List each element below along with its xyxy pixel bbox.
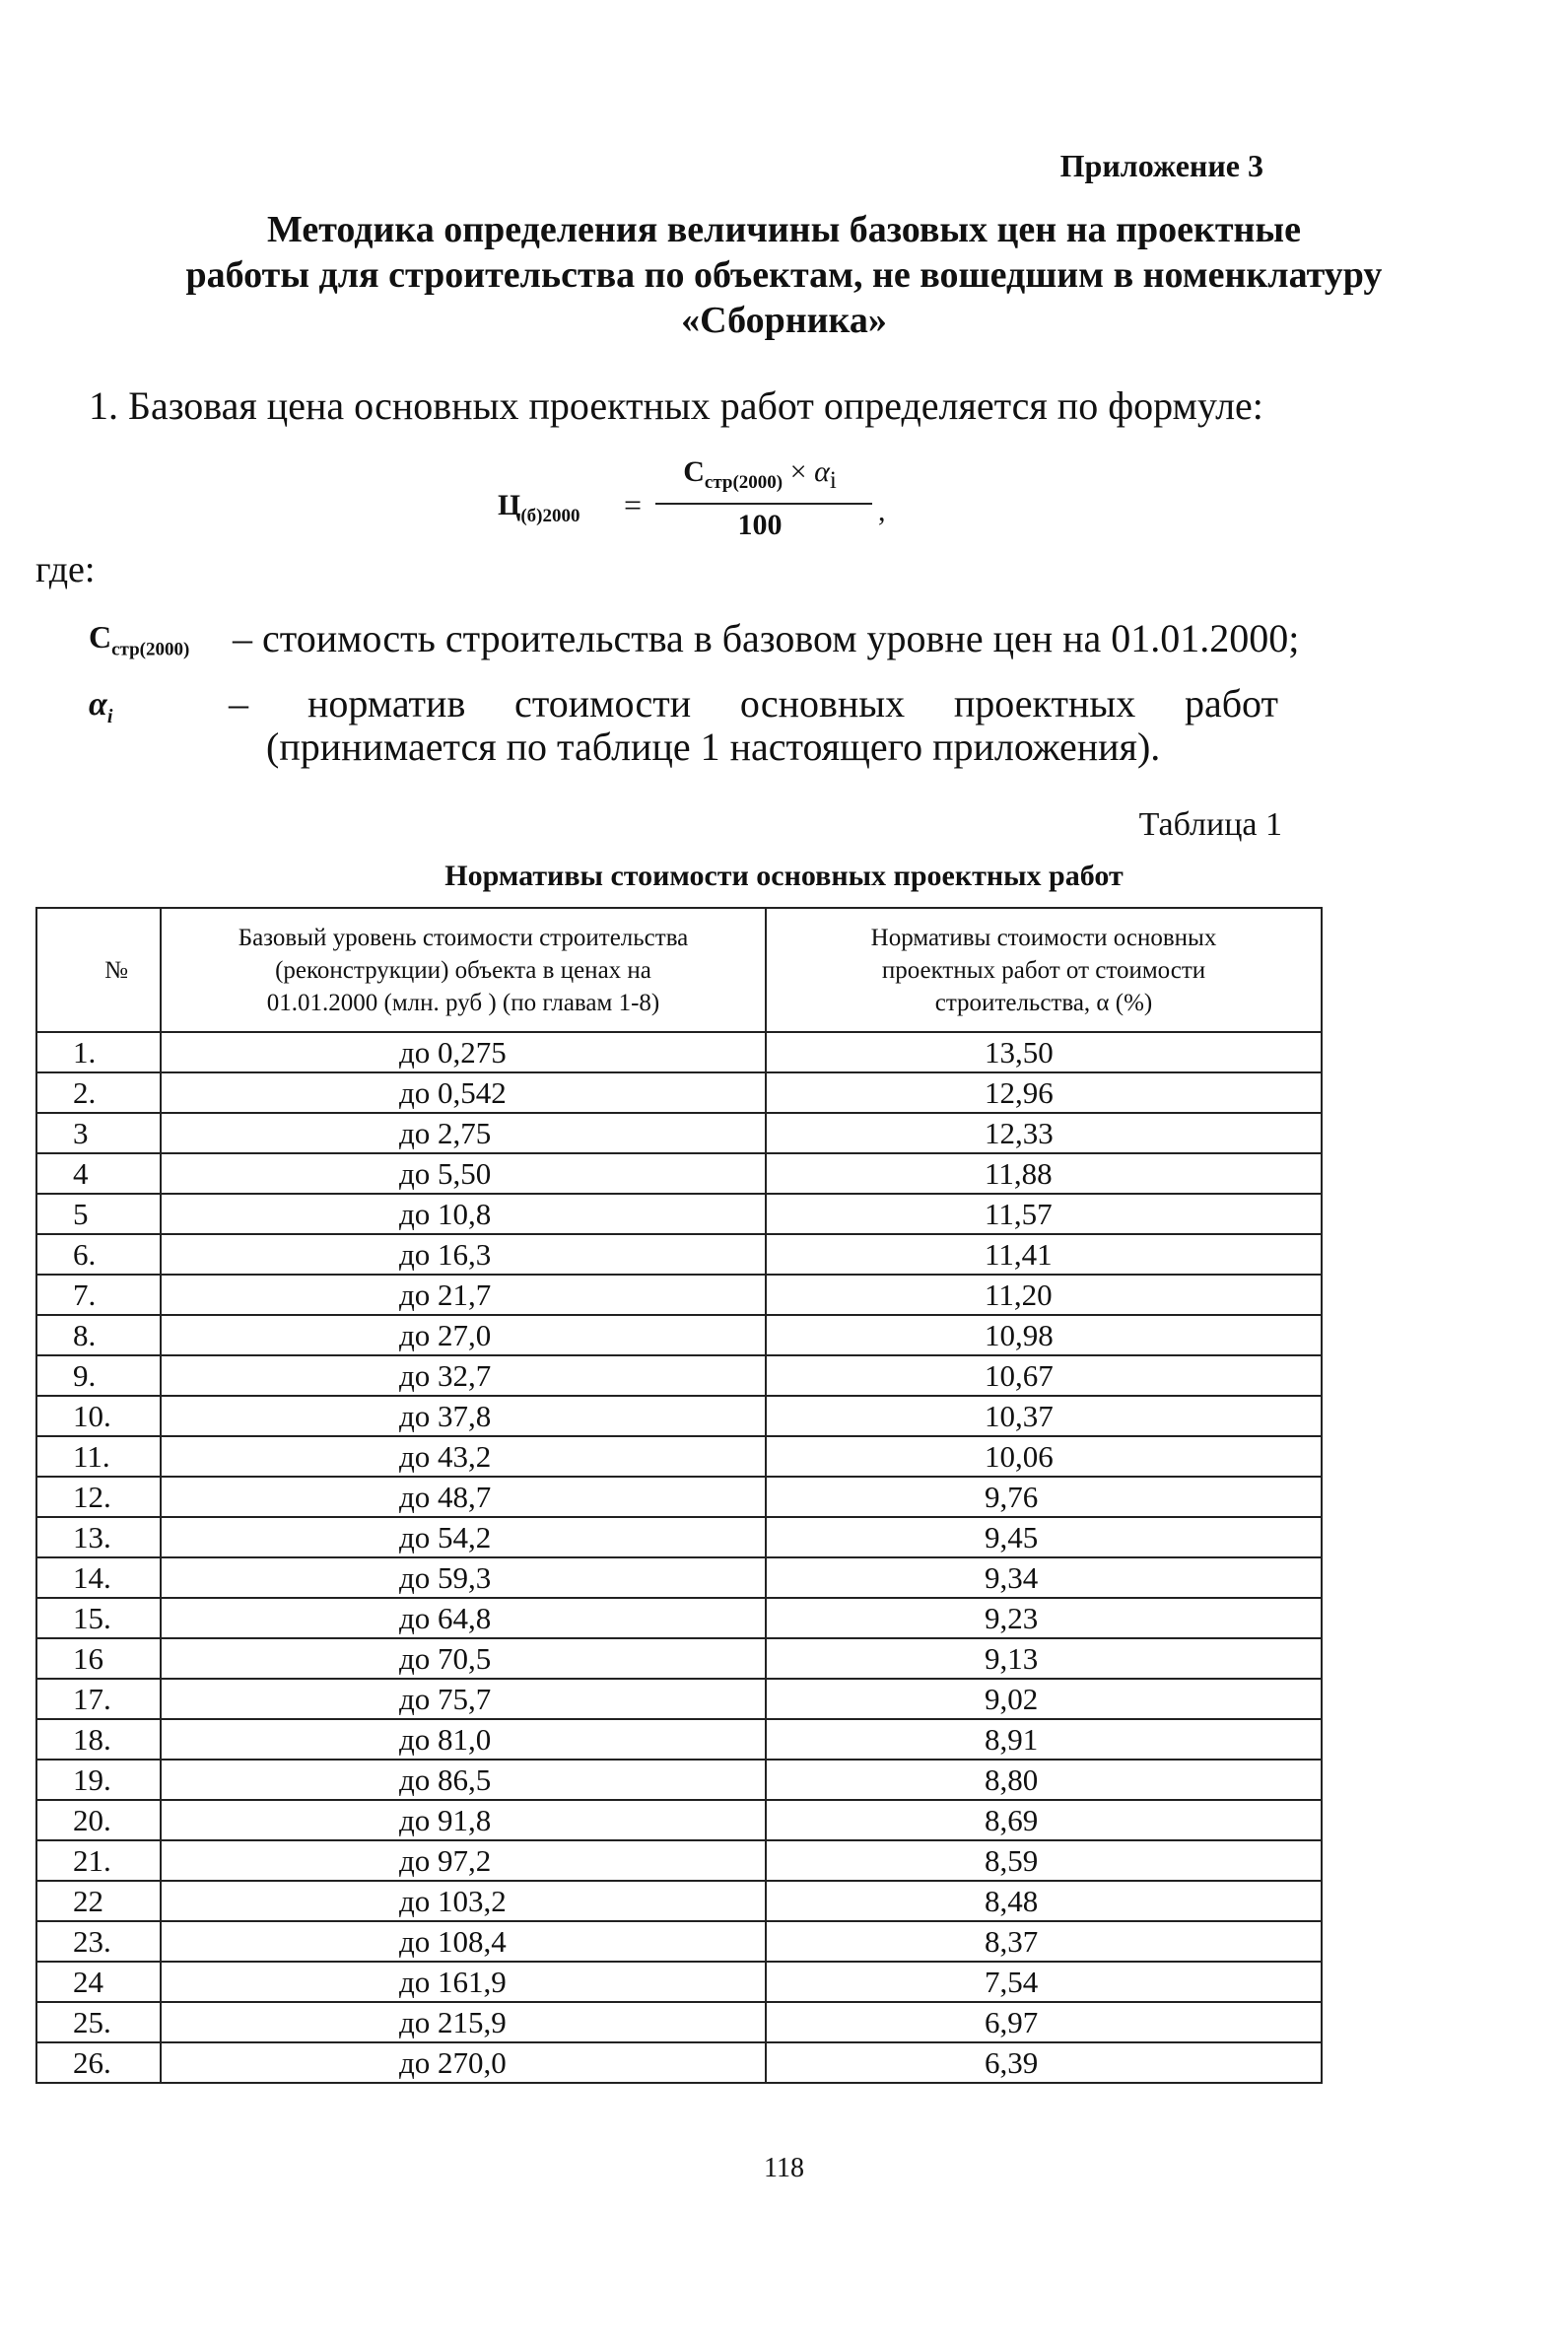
title-line-1: Методика определения величины базовых цен на проектные <box>267 209 1301 250</box>
cell-base-level <box>161 1436 766 1477</box>
cell-base-level-value: до 103,2 <box>399 1884 507 1918</box>
cell-number: 17. <box>36 1679 161 1719</box>
cell-base-level-value: до 91,8 <box>399 1803 492 1837</box>
cell-base-level-value: до 161,9 <box>399 1965 507 1999</box>
cell-number: 1. <box>36 1032 161 1072</box>
cell-norm-value: 6,39 <box>985 2045 1039 2080</box>
definition-symbol-cost: $C_{стр(2000)}$ <box>89 619 190 660</box>
cell-norm <box>766 1436 1322 1477</box>
where-label: где: <box>35 549 96 590</box>
cell-base-level-value: до 81,0 <box>399 1722 492 1757</box>
cell-base-level-value: до 270,0 <box>399 2045 507 2080</box>
cell-base-level <box>161 1840 766 1881</box>
cell-number: 5 <box>36 1194 161 1234</box>
cell-base-level <box>161 1355 766 1396</box>
table-row <box>36 1557 1322 1598</box>
cell-norm-value: 9,23 <box>985 1601 1039 1635</box>
cell-norm-value: 13,50 <box>985 1035 1054 1070</box>
header-base-level-line: 01.01.2000 (млн. руб ) (по главам 1-8) <box>266 989 660 1016</box>
header-base-level <box>161 908 766 1032</box>
cell-number: 3 <box>36 1113 161 1153</box>
table-row <box>36 1153 1322 1194</box>
cell-base-level-value: до 59,3 <box>399 1560 492 1595</box>
cell-number: 21. <box>36 1840 161 1881</box>
cell-norm-value: 11,20 <box>985 1278 1053 1312</box>
table-row <box>36 1275 1322 1315</box>
cell-number: 23. <box>36 1921 161 1962</box>
cell-norm-value: 11,41 <box>985 1237 1053 1272</box>
cell-base-level-value: до 54,2 <box>399 1520 492 1554</box>
cell-number: 9. <box>36 1355 161 1396</box>
norms-table <box>35 907 1323 2084</box>
cell-number: 7. <box>36 1275 161 1315</box>
table-title: Нормативы стоимости основных проектных работ <box>444 860 1124 892</box>
title-line-3: «Сборника» <box>681 300 887 341</box>
cell-norm-value: 12,33 <box>985 1116 1054 1150</box>
cell-number: 12. <box>36 1477 161 1517</box>
cell-norm <box>766 1638 1322 1679</box>
document-title <box>0 207 1568 343</box>
cell-number: 18. <box>36 1719 161 1760</box>
table-row <box>36 1800 1322 1840</box>
cell-number: 13. <box>36 1517 161 1557</box>
cell-base-level <box>161 1557 766 1598</box>
cell-norm-value: 8,69 <box>985 1803 1039 1837</box>
header-norm-line: Нормативы стоимости основных <box>870 924 1217 951</box>
cell-norm <box>766 1072 1322 1113</box>
cell-base-level <box>161 1072 766 1113</box>
cell-base-level-value: до 16,3 <box>399 1237 492 1272</box>
table-row <box>36 2042 1322 2083</box>
cell-norm-value: 8,37 <box>985 1924 1039 1959</box>
cell-base-level-value: до 97,2 <box>399 1843 492 1878</box>
cell-norm-value: 11,57 <box>985 1197 1053 1231</box>
cell-norm-value: 11,88 <box>985 1156 1053 1191</box>
cell-base-level-value: до 32,7 <box>399 1358 492 1393</box>
cell-base-level <box>161 1315 766 1355</box>
cell-norm <box>766 1598 1322 1638</box>
cell-norm-value: 9,76 <box>985 1480 1039 1514</box>
formula-equals: = <box>624 487 643 522</box>
table-row <box>36 1113 1322 1153</box>
cell-base-level-value: до 43,2 <box>399 1439 492 1474</box>
cell-number: 19. <box>36 1760 161 1800</box>
cell-base-level <box>161 1962 766 2002</box>
cell-base-level <box>161 1396 766 1436</box>
header-base-level-line: (реконструкции) объекта в ценах на <box>275 956 651 984</box>
cell-base-level <box>161 1113 766 1153</box>
cell-norm <box>766 1153 1322 1194</box>
cell-norm <box>766 1315 1322 1355</box>
table-row <box>36 2002 1322 2042</box>
table-row <box>36 1517 1322 1557</box>
cell-norm <box>766 2002 1322 2042</box>
table-row <box>36 1962 1322 2002</box>
cell-norm-value: 8,48 <box>985 1884 1039 1918</box>
header-norm-line: проектных работ от стоимости <box>881 956 1206 984</box>
table-row <box>36 1719 1322 1760</box>
cell-base-level-value: до 5,50 <box>399 1156 492 1191</box>
cell-norm <box>766 1881 1322 1921</box>
cell-number: 16 <box>36 1638 161 1679</box>
cell-number: 8. <box>36 1315 161 1355</box>
cell-base-level <box>161 1234 766 1275</box>
table-row <box>36 1598 1322 1638</box>
cell-norm <box>766 1477 1322 1517</box>
definition-text-cost: – стоимость строительства в базовом уровне цен на 01.01.2000; <box>233 616 1300 660</box>
cell-base-level <box>161 1275 766 1315</box>
table-row <box>36 1032 1322 1072</box>
price-formula <box>498 455 912 554</box>
header-norm-line: строительства, α (%) <box>934 989 1153 1016</box>
formula-lhs: $Ц_{(б)2000}$ <box>498 489 580 526</box>
cell-number: 14. <box>36 1557 161 1598</box>
cell-norm <box>766 1921 1322 1962</box>
cell-norm-value: 10,67 <box>985 1358 1054 1393</box>
cell-base-level-value: до 215,9 <box>399 2005 507 2039</box>
cell-base-level <box>161 1032 766 1072</box>
table-row <box>36 1355 1322 1396</box>
cell-norm-value: 10,37 <box>985 1399 1054 1433</box>
table-body <box>36 1032 1322 2083</box>
cell-norm <box>766 1719 1322 1760</box>
cell-base-level <box>161 1921 766 1962</box>
cell-norm-value: 8,91 <box>985 1722 1039 1757</box>
cell-number: 4 <box>36 1153 161 1194</box>
cell-norm-value: 8,59 <box>985 1843 1039 1878</box>
page-number: 118 <box>764 2153 804 2183</box>
cell-norm <box>766 1355 1322 1396</box>
table-row <box>36 1760 1322 1800</box>
cell-base-level-value: до 86,5 <box>399 1762 492 1797</box>
cell-norm <box>766 1840 1322 1881</box>
cell-norm <box>766 1800 1322 1840</box>
cell-base-level-value: до 27,0 <box>399 1318 492 1352</box>
cell-base-level <box>161 2002 766 2042</box>
table-row <box>36 1679 1322 1719</box>
cell-base-level <box>161 1194 766 1234</box>
cell-base-level <box>161 1760 766 1800</box>
cell-norm <box>766 1234 1322 1275</box>
cell-base-level-value: до 70,5 <box>399 1641 492 1676</box>
header-number: № <box>36 908 161 1032</box>
definition-symbol-alpha: $\alpha_i$ <box>89 686 113 727</box>
cell-norm-value: 9,34 <box>985 1560 1039 1595</box>
cell-base-level-value: до 2,75 <box>399 1116 492 1150</box>
cell-base-level-value: до 64,8 <box>399 1601 492 1635</box>
definition-text-alpha-line-2: (принимается по таблице 1 настоящего приложения). <box>266 725 1161 769</box>
cell-base-level <box>161 1638 766 1679</box>
cell-norm <box>766 1396 1322 1436</box>
table-row <box>36 1234 1322 1275</box>
table-row <box>36 1194 1322 1234</box>
appendix-label: Приложение 3 <box>1059 148 1263 183</box>
cell-base-level <box>161 1800 766 1840</box>
cell-number: 26. <box>36 2042 161 2083</box>
cell-norm-value: 9,13 <box>985 1641 1039 1676</box>
cell-base-level-value: до 21,7 <box>399 1278 492 1312</box>
cell-number: 22 <box>36 1881 161 1921</box>
cell-base-level-value: до 48,7 <box>399 1480 492 1514</box>
cell-norm-value: 9,45 <box>985 1520 1039 1554</box>
table-row <box>36 1638 1322 1679</box>
cell-norm <box>766 1760 1322 1800</box>
cell-base-level <box>161 2042 766 2083</box>
cell-base-level-value: до 0,275 <box>399 1035 507 1070</box>
cell-norm <box>766 1275 1322 1315</box>
cell-number: 10. <box>36 1396 161 1436</box>
cell-base-level-value: до 0,542 <box>399 1075 507 1110</box>
header-norm <box>766 908 1322 1032</box>
formula-comma: , <box>878 495 886 527</box>
cell-base-level-value: до 10,8 <box>399 1197 492 1231</box>
table-row <box>36 1477 1322 1517</box>
cell-base-level-value: до 75,7 <box>399 1682 492 1716</box>
cell-base-level-value: до 108,4 <box>399 1924 507 1959</box>
cell-norm <box>766 1557 1322 1598</box>
cell-number: 6. <box>36 1234 161 1275</box>
cell-base-level <box>161 1153 766 1194</box>
cell-base-level <box>161 1881 766 1921</box>
cell-number: 25. <box>36 2002 161 2042</box>
cell-number: 15. <box>36 1598 161 1638</box>
definition-text-alpha-line-1: норматив стоимости основных проектных работ <box>307 681 1278 725</box>
formula-numerator: $C_{стр(2000)} \times \alpha_i$ <box>683 455 837 494</box>
header-base-level-line: Базовый уровень стоимости строительства <box>238 924 689 951</box>
cell-base-level <box>161 1719 766 1760</box>
table-row <box>36 1921 1322 1962</box>
cell-norm <box>766 1962 1322 2002</box>
formula-fraction-bar <box>655 503 872 505</box>
cell-norm-value: 10,06 <box>985 1439 1054 1474</box>
cell-norm-value: 12,96 <box>985 1075 1054 1110</box>
cell-norm <box>766 1517 1322 1557</box>
definition-dash-alpha: – <box>229 681 248 725</box>
cell-norm <box>766 1679 1322 1719</box>
cell-base-level <box>161 1517 766 1557</box>
cell-norm <box>766 2042 1322 2083</box>
cell-norm-value: 10,98 <box>985 1318 1054 1352</box>
intro-paragraph: 1. Базовая цена основных проектных работ определяется по формуле: <box>89 383 1263 428</box>
title-line-2: работы для строительства по объектам, не вошедшим в номенклатуру <box>185 254 1383 296</box>
cell-norm-value: 6,97 <box>985 2005 1039 2039</box>
cell-number: 24 <box>36 1962 161 2002</box>
cell-norm <box>766 1113 1322 1153</box>
cell-norm-value: 8,80 <box>985 1762 1039 1797</box>
formula-denominator: 100 <box>737 509 783 541</box>
table-row <box>36 1436 1322 1477</box>
cell-norm <box>766 1194 1322 1234</box>
table-label: Таблица 1 <box>1138 806 1282 843</box>
cell-base-level-value: до 37,8 <box>399 1399 492 1433</box>
cell-norm <box>766 1032 1322 1072</box>
cell-number: 2. <box>36 1072 161 1113</box>
cell-base-level <box>161 1598 766 1638</box>
table-row <box>36 1072 1322 1113</box>
cell-number: 11. <box>36 1436 161 1477</box>
table-row <box>36 1840 1322 1881</box>
cell-base-level <box>161 1679 766 1719</box>
table-row <box>36 1881 1322 1921</box>
cell-norm-value: 9,02 <box>985 1682 1039 1716</box>
table-header-row <box>36 908 1322 1032</box>
table-row <box>36 1396 1322 1436</box>
cell-number: 20. <box>36 1800 161 1840</box>
cell-norm-value: 7,54 <box>985 1965 1039 1999</box>
cell-base-level <box>161 1477 766 1517</box>
table-row <box>36 1315 1322 1355</box>
